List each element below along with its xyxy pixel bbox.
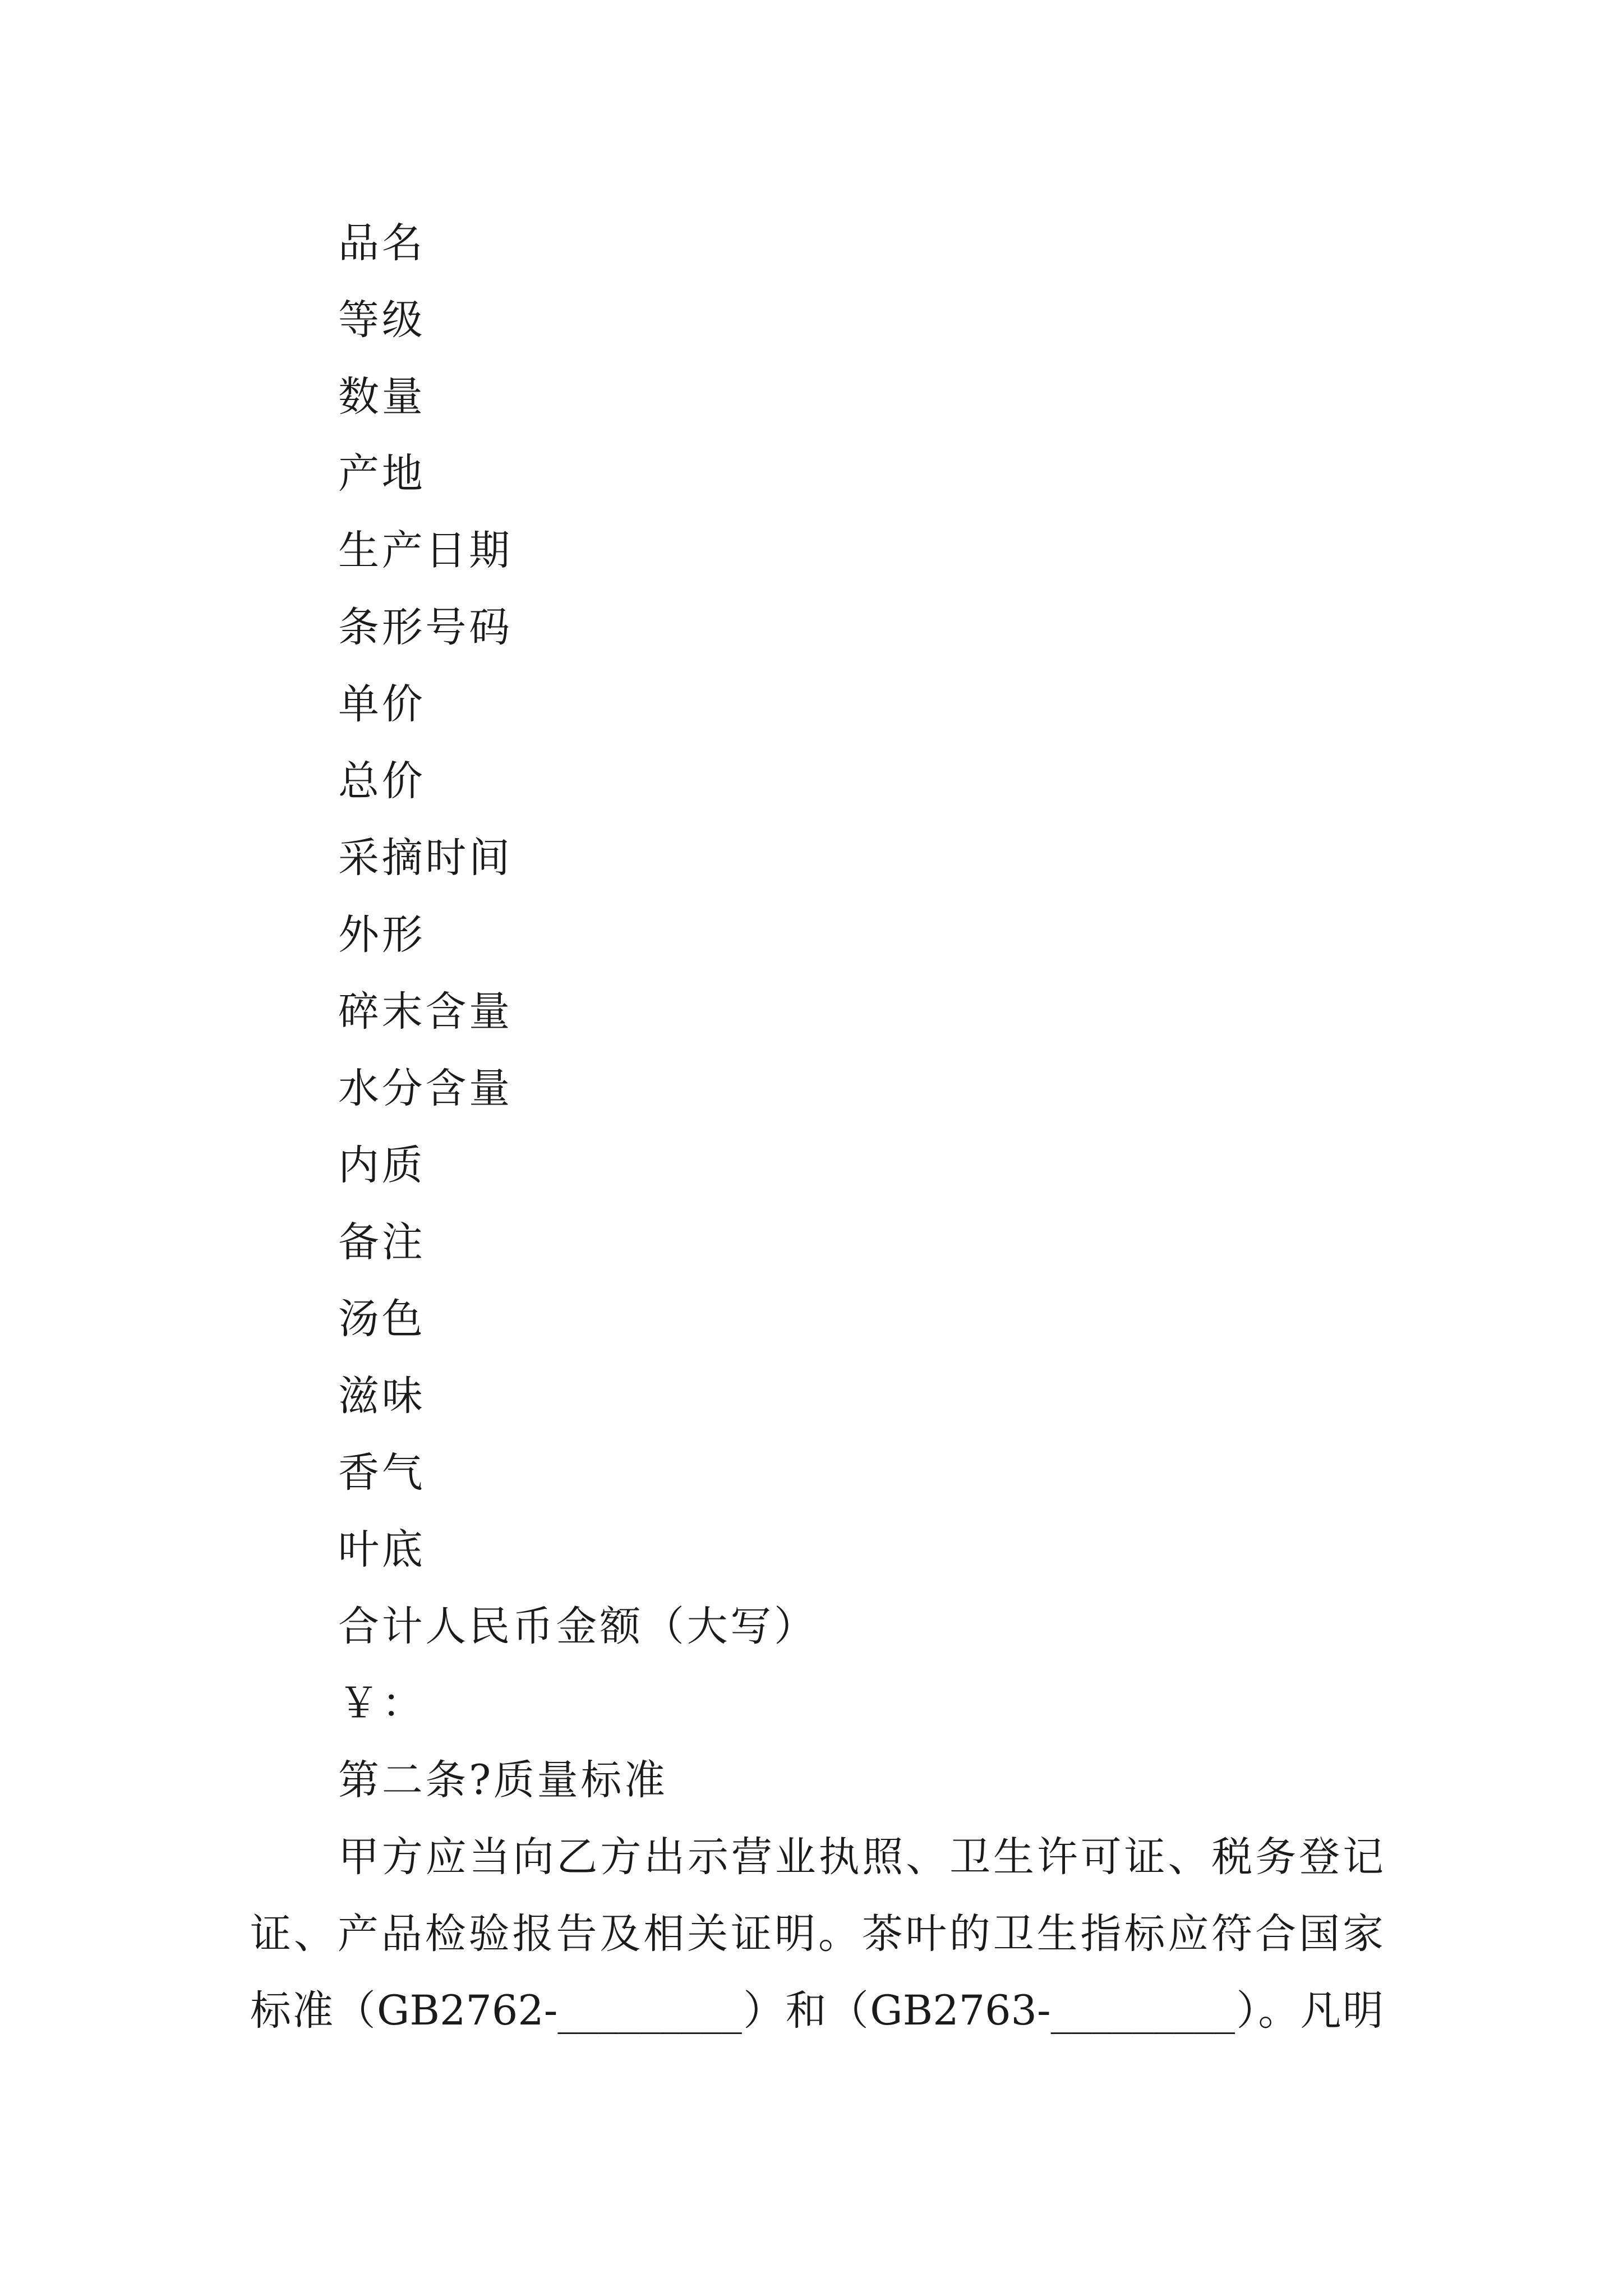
- paragraph: [250, 1819, 1384, 2049]
- section-heading: 第二条?质量标准: [338, 1756, 668, 1804]
- field-broken-content: 碎末含量: [338, 988, 513, 1036]
- field-taste: 滋味: [338, 1372, 426, 1420]
- paragraph-line: 甲方应当向乙方出示营业执照、卫生许可证、税务登记: [338, 1833, 1384, 1881]
- field-total-amount-in-words: 合计人民币金额（大写）: [338, 1603, 818, 1650]
- field-barcode: 条形号码: [338, 604, 513, 651]
- field-moisture-content: 水分含量: [338, 1065, 513, 1112]
- field-picking-time: 采摘时间: [338, 834, 513, 882]
- field-product-name: 品名: [338, 219, 426, 267]
- field-leaf-base: 叶底: [338, 1526, 426, 1573]
- field-appearance: 外形: [338, 911, 426, 959]
- field-production-date: 生产日期: [338, 527, 513, 574]
- document-body: [250, 205, 1384, 2049]
- field-grade: 等级: [338, 296, 426, 344]
- field-amount-yuan: ￥：: [338, 1680, 426, 1727]
- field-unit-price: 单价: [338, 680, 426, 728]
- field-quantity: 数量: [338, 373, 426, 421]
- field-aroma: 香气: [338, 1449, 426, 1497]
- field-remarks: 备注: [338, 1218, 426, 1266]
- paragraph-line: 证、产品检验报告及相关证明。茶叶的卫生指标应符合国家: [250, 1910, 1384, 1958]
- field-inner-quality: 内质: [338, 1142, 426, 1189]
- field-total-price: 总价: [338, 757, 426, 805]
- field-origin: 产地: [338, 450, 426, 498]
- paragraph-line: 标准（GB2762-_________）和（GB2763-_________）。凡明: [250, 1987, 1384, 2035]
- field-liquor-color: 汤色: [338, 1295, 426, 1343]
